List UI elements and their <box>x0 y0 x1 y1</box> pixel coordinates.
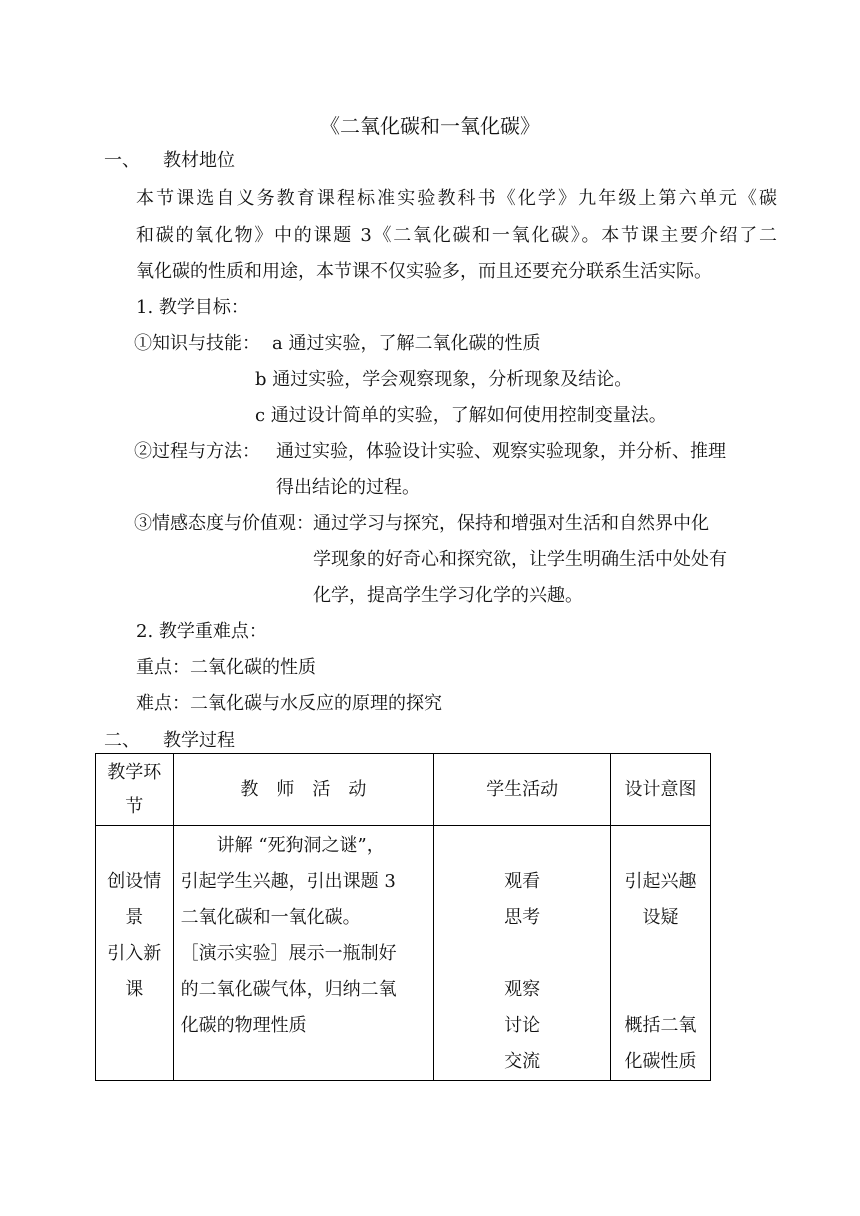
difficult-point: 难点：二氧化碳与水反应的原理的探究 <box>136 693 442 714</box>
cell-stage: 创设情 景 引入新 课 <box>96 826 174 1081</box>
table-header-row <box>96 754 711 826</box>
cell-student-activity: 观看 思考 观察 讨论 交流 <box>434 826 611 1081</box>
header-stage: 教学环节 <box>96 754 174 826</box>
section-2-heading: 教学过程 <box>163 730 235 751</box>
goal-1-label: ①知识与技能： <box>134 333 260 354</box>
teaching-process-table <box>95 753 711 1081</box>
goal-3-line-2: 学现象的好奇心和探究欲，让学生明确生活中处处有 <box>313 549 727 570</box>
section-2-number: 二、 <box>104 730 140 751</box>
header-teacher-activity: 教 师 活 动 <box>173 754 434 826</box>
section-1-heading: 教材地位 <box>163 150 235 171</box>
cell-design-intent: 引起兴趣 设疑 概括二氧 化碳性质 <box>610 826 710 1081</box>
goal-3-line-3: 化学，提高学生学习化学的兴趣。 <box>313 585 583 606</box>
goal-2-line-1: 通过实验，体验设计实验、观察实验现象，并分析、推理 <box>276 441 726 462</box>
goal-2-label: ②过程与方法： <box>134 441 260 462</box>
goals-heading: 1. 教学目标： <box>136 297 249 318</box>
key-points-heading: 2. 教学重难点： <box>136 621 267 642</box>
section-1-number: 一、 <box>104 150 140 171</box>
header-student-activity: 学生活动 <box>434 754 611 826</box>
intro-line-3: 氧化碳的性质和用途，本节课不仅实验多，而且还要充分联系生活实际。 <box>136 261 712 282</box>
goal-2-line-2: 得出结论的过程。 <box>276 477 420 498</box>
intro-line-2: 和碳的氧化物》中的课题 3《二氧化碳和一氧化碳》。本节课主要介绍了二 <box>136 225 777 246</box>
table-row <box>96 826 711 1081</box>
key-point: 重点：二氧化碳的性质 <box>136 657 316 678</box>
cell-teacher-activity: 讲解 “死狗洞之谜”， 引起学生兴趣，引出课题 3 二氧化碳和一氧化碳。 ［演示实验］展示一瓶制好 的二氧化碳气体，归纳二氧 化碳的物理性质 <box>173 826 434 1081</box>
goal-3-line-1: 通过学习与探究，保持和增强对生活和自然界中化 <box>313 513 709 534</box>
goal-1-c: c 通过设计简单的实验，了解如何使用控制变量法。 <box>255 405 667 426</box>
document-title: 《二氧化碳和一氧化碳》 <box>320 114 540 138</box>
goal-3-label: ③情感态度与价值观： <box>134 513 314 534</box>
header-design-intent: 设计意图 <box>610 754 710 826</box>
intro-line-1: 本节课选自义务教育课程标准实验教科书《化学》九年级上第六单元《碳 <box>136 188 777 209</box>
goal-1-b: b 通过实验，学会观察现象，分析现象及结论。 <box>255 369 633 390</box>
goal-1-a: a 通过实验，了解二氧化碳的性质 <box>272 333 541 354</box>
